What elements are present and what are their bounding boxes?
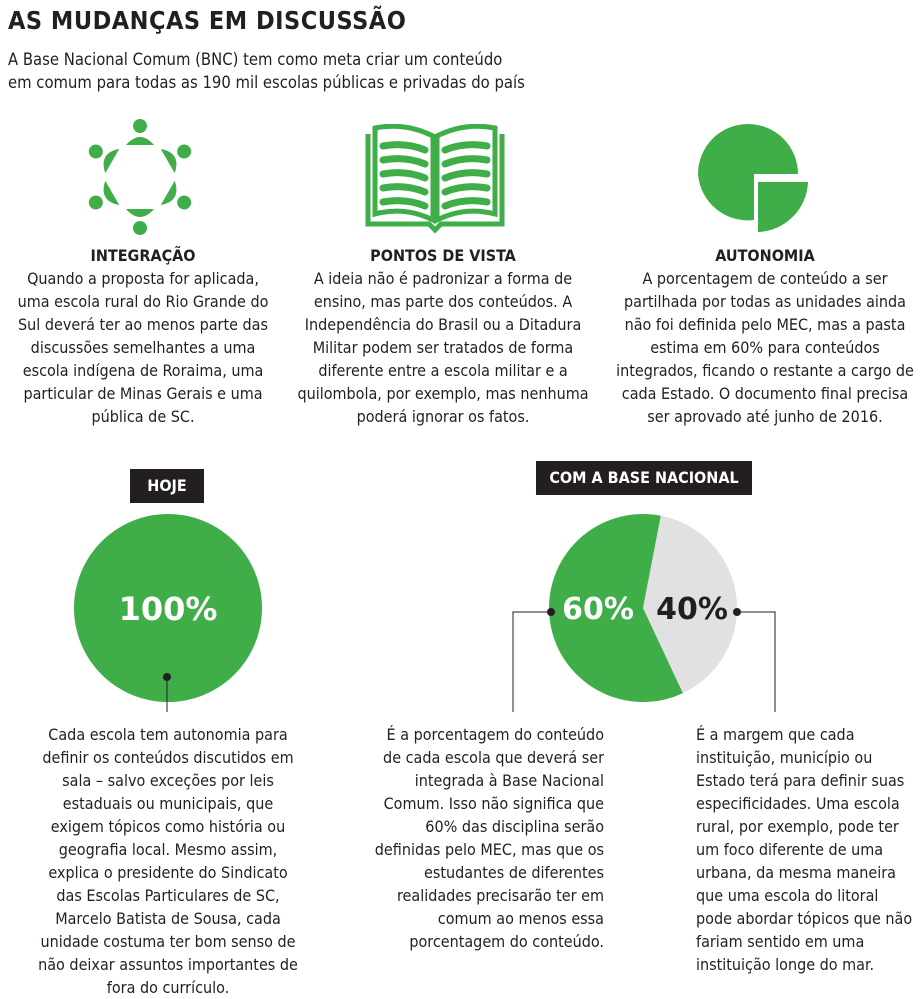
slice-label-40: 40%	[656, 592, 728, 627]
leader-line-60	[513, 612, 551, 712]
section-text: A ideia não é padronizar a forma de ensino, mas parte dos conteúdos. A Independência do Brasil ou a Ditadura Militar podem ser tratados de forma diferente entre a escola militar e a quilombola, por exemplo, mas nenhuma poderá ignorar os fatos.	[297, 269, 589, 426]
chart-title-base-nacional: COM A BASE NACIONAL	[536, 461, 752, 495]
annotation-hoje: Cada escola tem autonomia para definir os conteúdos discutidos em sala – salvo exceções por leis estaduais ou municipais, que exigem tópicos como história ou geografia local. Mesmo assim, explica o presidente do Sindicato das Escolas Particulares de SC, Marcelo Batista de Sousa, cada unidade costuma ter bom senso de não deixar assuntos importantes de fora do currículo.	[38, 725, 298, 997]
section-text: A porcentagem de conteúdo a ser partilhada por todas as unidades ainda não foi definida pelo MEC, mas a pasta estima em 60% para conteúdos integrados, ficando o restante a cargo de cada Estado. O documento final precisa ser aprovado até junho de 2016.	[616, 269, 914, 426]
slice-label-60: 60%	[562, 592, 634, 627]
leader-line-40	[737, 612, 775, 712]
section-title: INTEGRAÇÃO	[90, 246, 196, 265]
chart-title-hoje: HOJE	[130, 469, 204, 503]
section-text: Quando a proposta for aplicada, uma escola rural do Rio Grande do Sul deverá ter ao menos parte das discussões semelhantes a uma escola indígena de Roraima, uma particular de Minas Gerais e uma pública de SC.	[17, 269, 269, 426]
section-title: AUTONOMIA	[715, 246, 815, 265]
page-title: AS MUDANÇAS EM DISCUSSÃO	[8, 6, 407, 35]
slice-label-100: 100%	[118, 590, 218, 628]
subtitle-line-2: em comum para todas as 190 mil escolas públicas e privadas do país	[8, 73, 525, 92]
section-title: PONTOS DE VISTA	[370, 246, 516, 265]
subtitle-line-1: A Base Nacional Comum (BNC) tem como meta criar um conteúdo	[8, 50, 503, 69]
annotation-60: É a porcentagem do conteúdo de cada escola que deverá ser integrada à Base Nacional Comum. Isso não significa que 60% das disciplina serão definidas pelo MEC, mas que os estudantes de diferentes realidades precisarão ter em comum ao menos essa porcentagem do conteúdo.	[374, 725, 604, 951]
annotation-40: É a margem que cada instituição, município ou Estado terá para definir suas especificidades. Uma escola rural, por exemplo, pode ter um foco diferente de uma urbana, da mesma maneira que uma escola do litoral pode abordar tópicos que não fariam sentido em uma instituição longe do mar.	[696, 725, 913, 974]
